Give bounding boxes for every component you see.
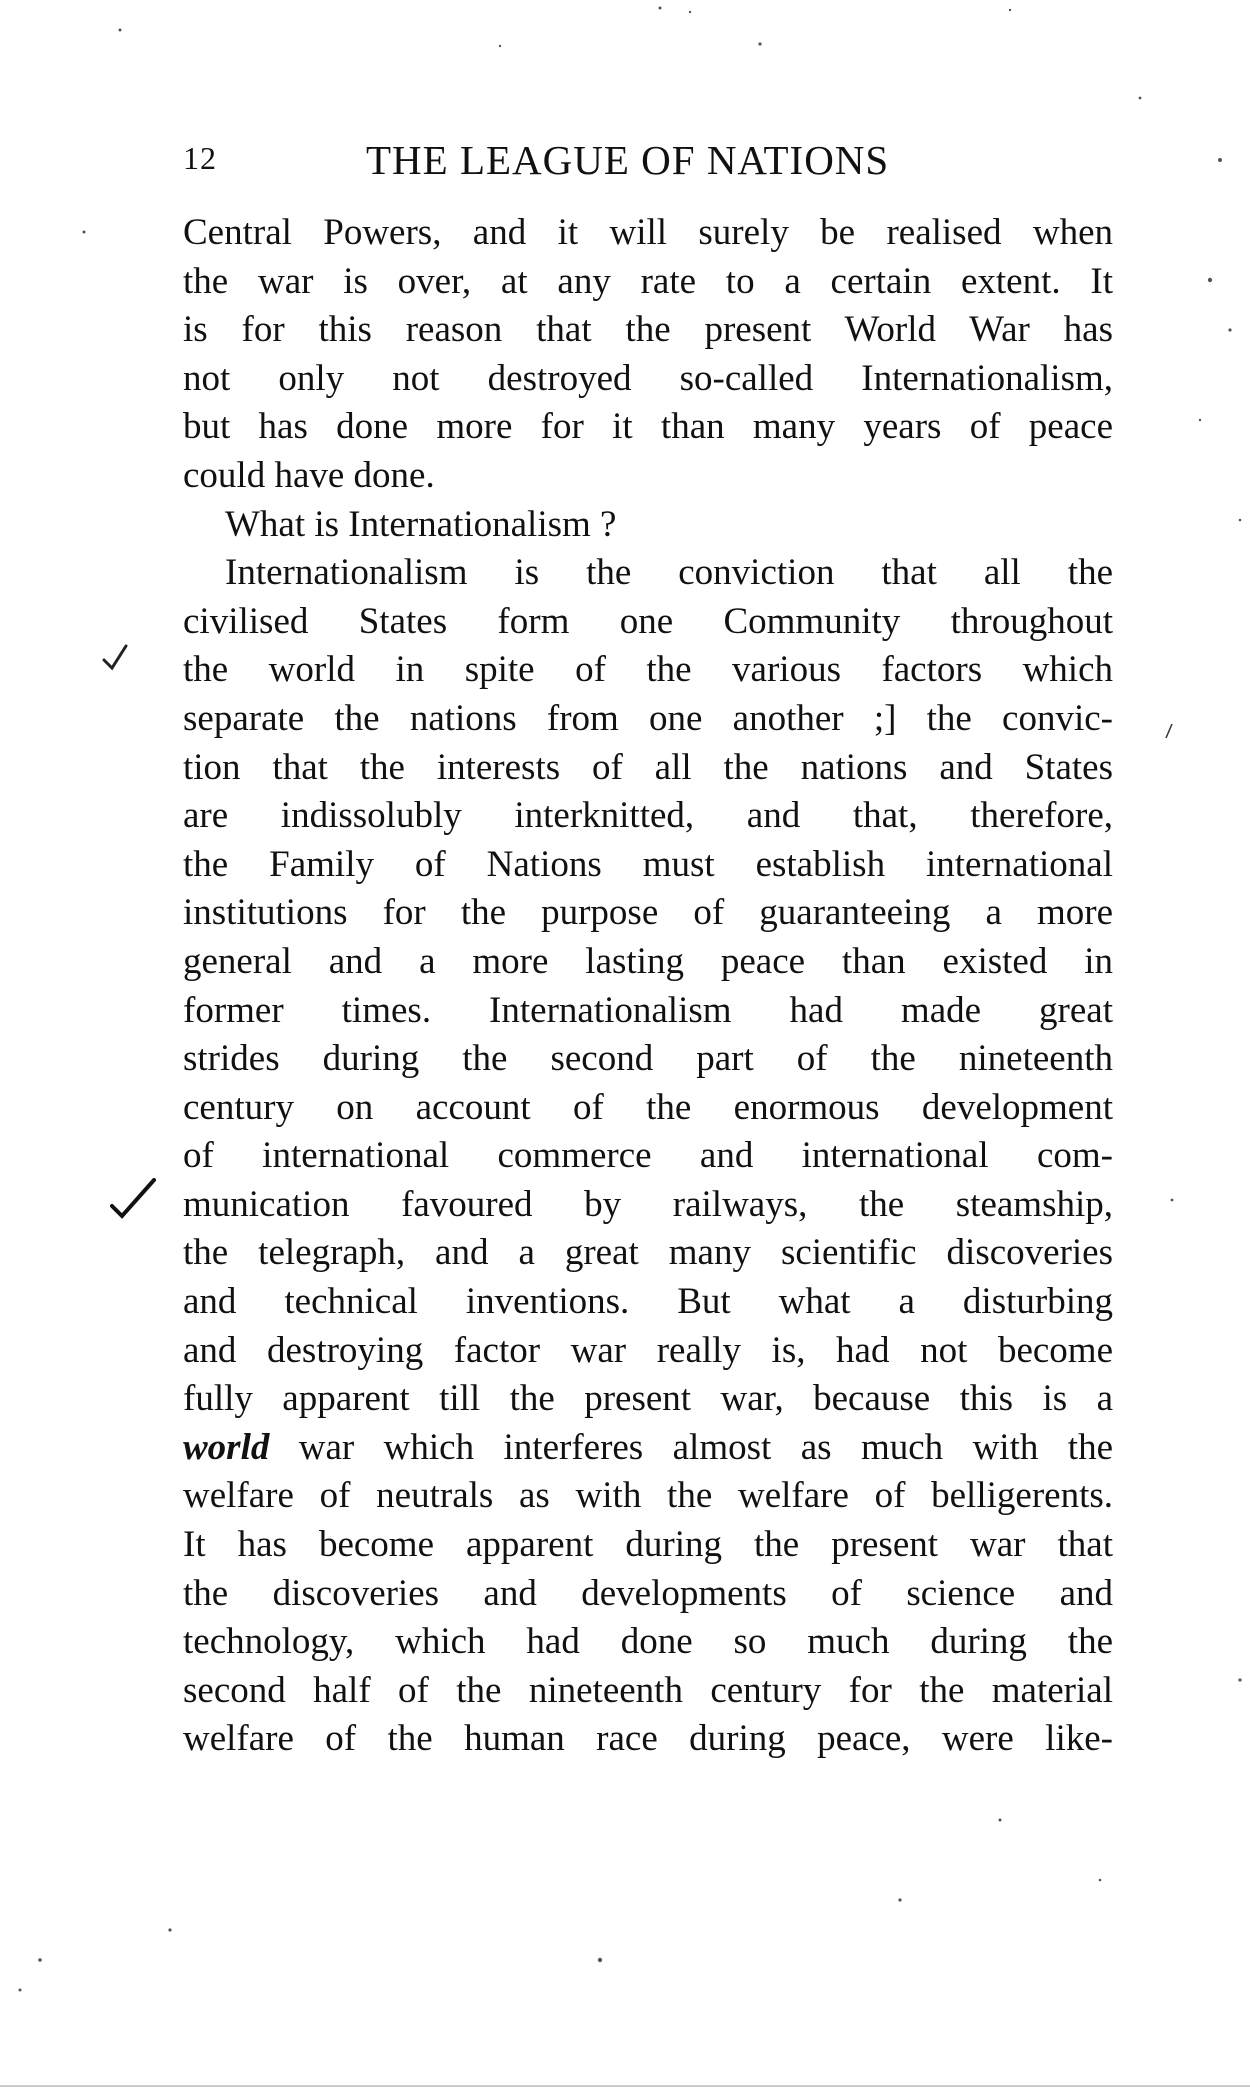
text-line: could have done. <box>183 454 435 496</box>
text-line: the Family of Nations must establish international <box>183 843 1113 885</box>
text-line: welfare of the human race during peace, were like- <box>183 1718 1113 1760</box>
text-line: and destroying factor war really is, had not become <box>183 1329 1113 1371</box>
text-line: is for this reason that the present World War has <box>183 309 1113 351</box>
text-line: fully apparent till the present war, because this is a <box>183 1378 1113 1420</box>
emphasized-word: world <box>183 1426 270 1468</box>
text-line: are indissolubly interknitted, and that, therefore, <box>183 795 1113 837</box>
text-line: not only not destroyed so-called Internationalism, <box>183 357 1113 399</box>
text-line: welfare of neutrals as with the welfare of belligerents. <box>183 1475 1113 1517</box>
text-line: of international commerce and international com- <box>183 1135 1113 1177</box>
text-line: technology, which had done so much during the <box>183 1621 1113 1663</box>
text-line: but has done more for it than many years of peace <box>183 406 1113 448</box>
text-line: What is Internationalism ? <box>225 503 617 545</box>
text-line: tion that the interests of all the nations and States <box>183 746 1113 788</box>
text-line: strides during the second part of the nineteenth <box>183 1038 1113 1080</box>
text-line-rest: war which interferes almost as much with the <box>269 1426 1113 1468</box>
text-line: Internationalism is the conviction that all the <box>225 552 1113 594</box>
text-line: the discoveries and developments of science and <box>183 1572 1113 1614</box>
text-line: the telegraph, and a great many scientific discoveries <box>183 1232 1113 1274</box>
text-line: and technical inventions. But what a disturbing <box>183 1281 1113 1323</box>
text-line: separate the nations from one another ;] the convic- <box>183 697 1113 739</box>
text-line: former times. Internationalism had made great <box>183 989 1113 1031</box>
text-line: the war is over, at any rate to a certain extent. It <box>183 260 1113 302</box>
text-line: general and a more lasting peace than existed in <box>183 940 1113 982</box>
text-line: munication favoured by railways, the steamship, <box>183 1183 1113 1225</box>
text-line: It has become apparent during the present war that <box>183 1524 1113 1566</box>
text-line: century on account of the enormous development <box>183 1086 1113 1128</box>
text-line: the world in spite of the various factors which <box>183 649 1113 691</box>
text-line: Central Powers, and it will surely be realised when <box>183 212 1113 253</box>
page-number: 12 <box>183 140 217 176</box>
text-line: second half of the nineteenth century for the material <box>183 1669 1113 1711</box>
text-line: institutions for the purpose of guaranteeing a more <box>183 892 1113 934</box>
running-title: THE LEAGUE OF NATIONS <box>366 137 890 183</box>
text-line: civilised States form one Community throughout <box>183 600 1113 642</box>
